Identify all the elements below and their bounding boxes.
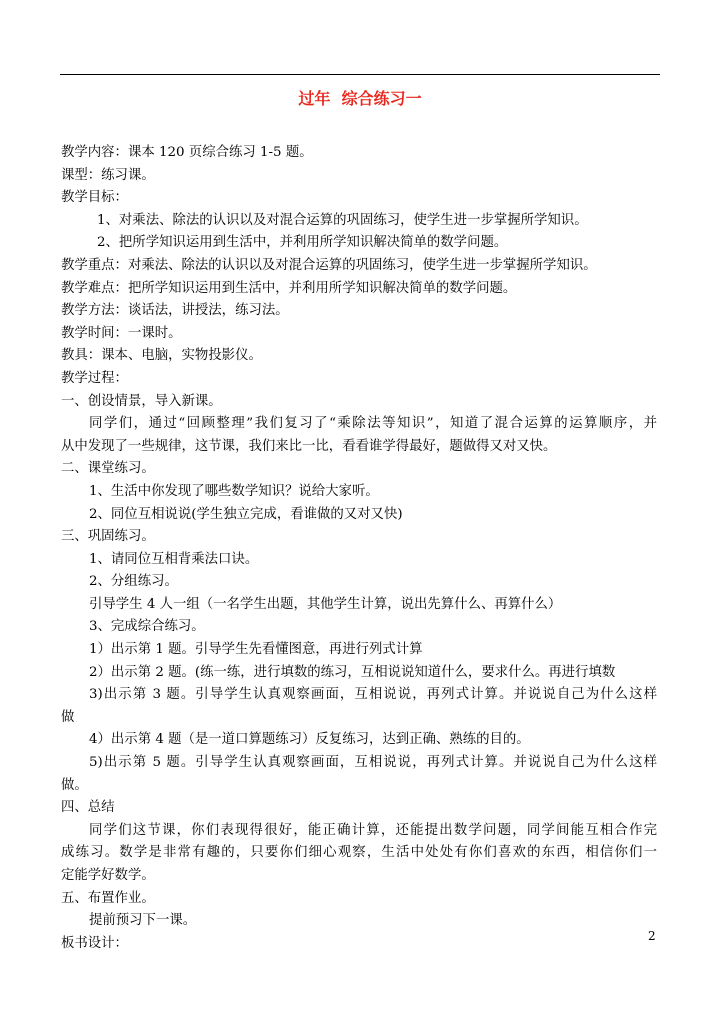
paragraph-line: 提前预习下一课。 (89, 913, 197, 929)
list-item: 1、生活中你发现了哪些数学知识？说给大家听。 (89, 483, 379, 499)
paragraph-line: 同学们，通过“回顾整理”我们复习了“乘除法等知识”，知道了混合运算的运算顺序，并 (89, 416, 657, 432)
list-item: 2、分组练习。 (89, 574, 178, 590)
list-item: 3)出示第 3 题。引导学生认真观察画面，互相说说，再列式计算。并说说自己为什么这样 (89, 687, 657, 703)
paragraph-line: 同学们这节课，你们表现得很好，能正确计算，还能提出数学问题，同学间能互相合作完 (89, 822, 657, 838)
section-heading-1: 一、创设情景，导入新课。 (61, 393, 222, 409)
header-rule (60, 74, 660, 75)
list-item: 1、请同位互相背乘法口诀。 (89, 551, 259, 567)
list-item: 3、完成综合练习。 (89, 619, 205, 635)
text-line-teaching-aids: 教具：课本、电脑，实物投影仪。 (61, 348, 262, 364)
text-line-objective-1: 1、对乘法、除法的认识以及对混合运算的巩固练习，使学生进一步掌握所学知识。 (97, 212, 588, 228)
text-line-key-points: 教学重点：对乘法、除法的认识以及对混合运算的巩固练习，使学生进一步掌握所学知识。 (61, 257, 597, 273)
text-line-lesson-type: 课型：练习课。 (61, 167, 155, 183)
list-item: 1）出示第 1 题。引导学生先看懂图意，再进行列式计算 (89, 642, 423, 658)
page-number: 2 (648, 929, 656, 943)
list-item: 5)出示第 5 题。引导学生认真观察画面，互相说说，再列式计算。并说说自己为什么这样 (89, 755, 657, 771)
text-line-content: 教学内容：课本 120 页综合练习 1-5 题。 (61, 145, 313, 160)
list-item: 2）出示第 2 题。(练一练，进行填数的练习，互相说说知道什么，要求什么。再进行填数 (89, 664, 616, 680)
text-line-objectives-heading: 教学目标： (61, 190, 128, 206)
section-heading-4: 四、总结 (61, 800, 115, 816)
section-heading-2: 二、课堂练习。 (61, 461, 155, 477)
section-heading-5: 五、布置作业。 (61, 890, 155, 906)
list-item: 引导学生 4 人一组（一名学生出题，其他学生计算，说出先算什么、再算什么） (89, 596, 562, 612)
text-line-board-design: 板书设计： (61, 935, 128, 951)
paragraph-line: 定能学好数学。 (61, 868, 155, 883)
text-line-time: 教学时间：一课时。 (61, 325, 182, 341)
lesson-plan-body (61, 142, 657, 955)
list-item-continuation: 做 (61, 709, 75, 725)
paragraph-line: 从中发现了一些规律，这节课，我们来比一比，看看谁学得最好，题做得又对又快。 (61, 438, 557, 454)
text-line-difficulties: 教学难点：把所学知识运用到生活中，并利用所学知识解决简单的数学问题。 (61, 280, 517, 296)
text-line-process-heading: 教学过程： (61, 370, 128, 386)
section-heading-3: 三、巩固练习。 (61, 529, 155, 545)
document-title: 过年 综合练习一 (298, 89, 422, 108)
list-item: 4）出示第 4 题（是一道口算题练习）反复练习，达到正确、熟练的目的。 (89, 732, 530, 748)
paragraph-line: 成练习。数学是非常有趣的，只要你们细心观察，生活中处处有你们喜欢的东西，相信你们一 (61, 845, 657, 861)
list-item: 2、同位互相说说(学生独立完成，看谁做的又对又快) (89, 506, 403, 522)
text-line-methods: 教学方法：谈话法，讲授法，练习法。 (61, 303, 289, 319)
text-line-objective-2: 2、把所学知识运用到生活中，并利用所学知识解决简单的数学问题。 (97, 235, 508, 251)
list-item-continuation: 做。 (61, 777, 88, 793)
